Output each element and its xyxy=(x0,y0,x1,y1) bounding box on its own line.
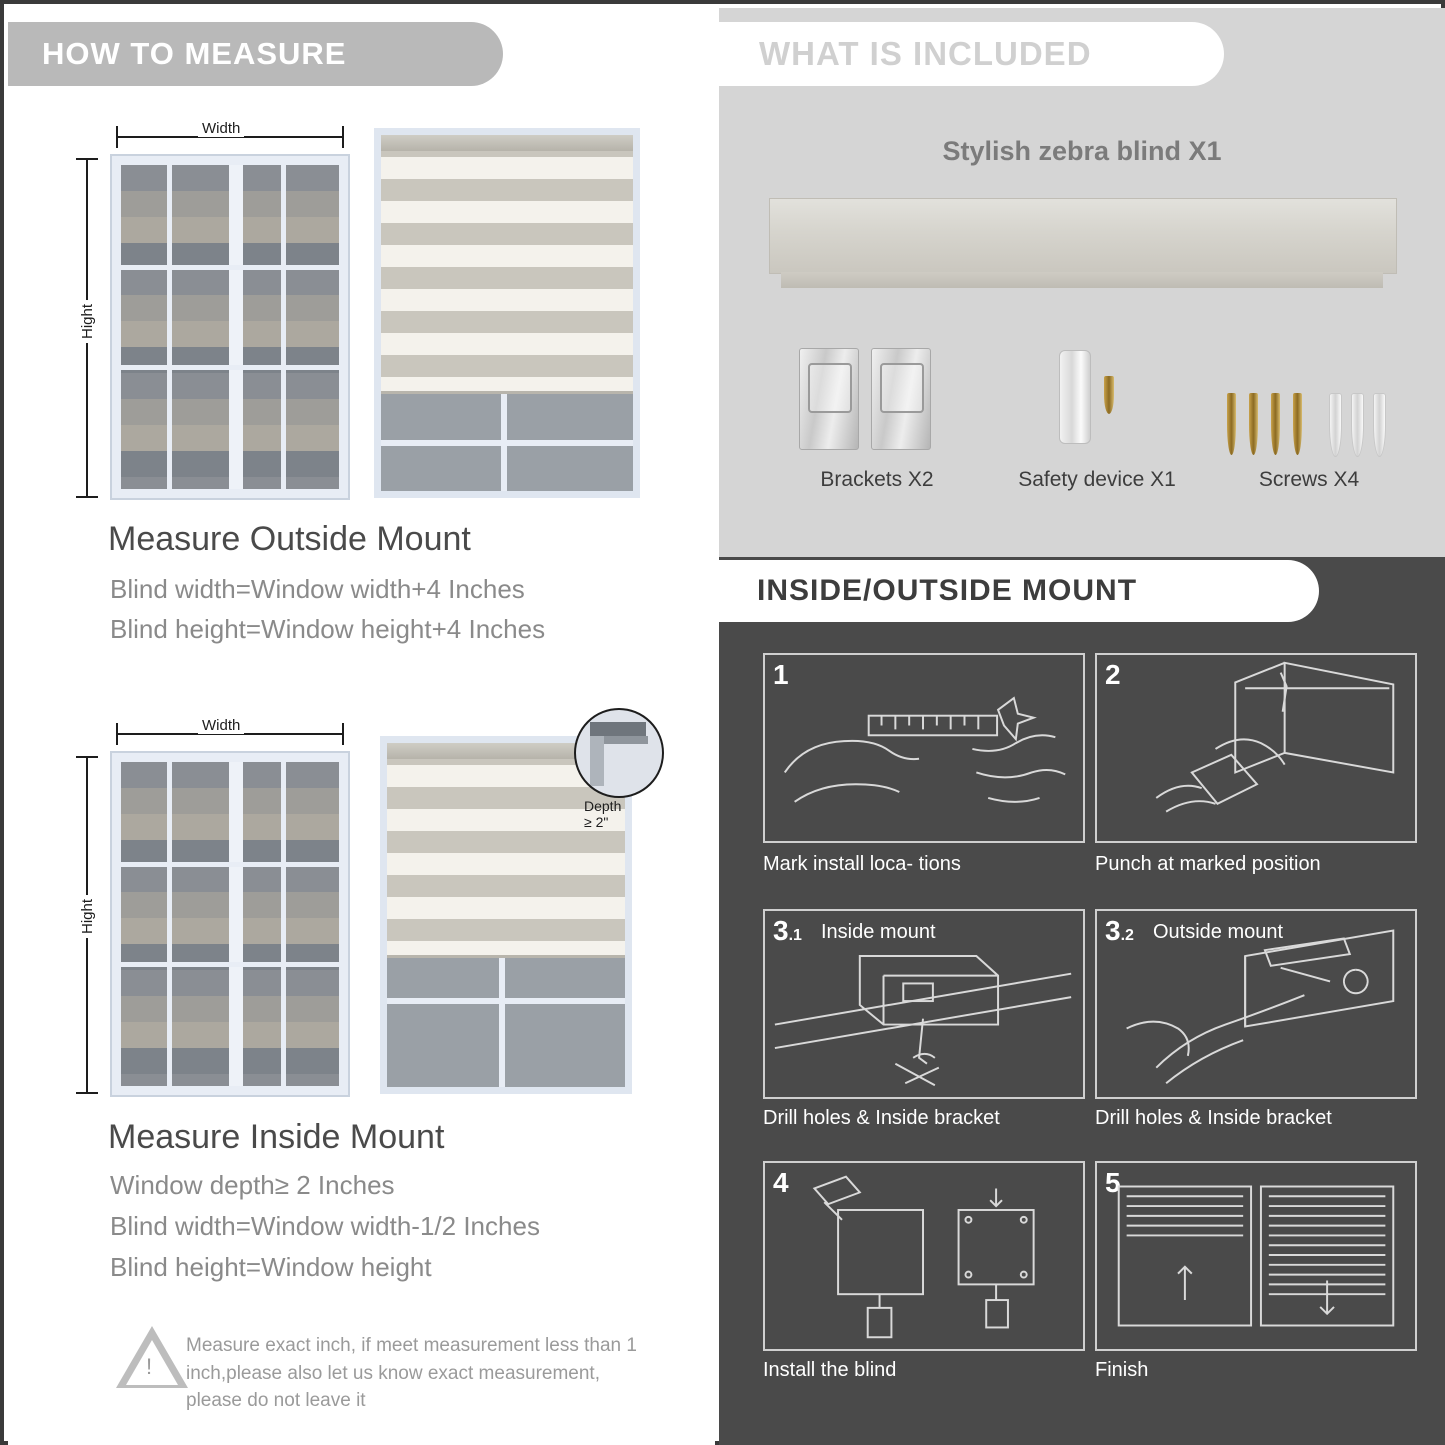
inside-width-label: Width xyxy=(198,717,244,734)
window-photo-outside xyxy=(112,156,348,498)
depth-zoom-circle xyxy=(574,708,664,798)
step-2-sketch xyxy=(1097,655,1415,841)
outside-height-label: Hight xyxy=(79,300,96,343)
step-3-2-sketch xyxy=(1097,911,1415,1097)
right-column xyxy=(719,8,1445,1445)
step-4-sketch xyxy=(765,1163,1083,1349)
window-photo-inside xyxy=(112,753,348,1095)
part-label-screws: Screws X4 xyxy=(1258,468,1360,491)
inside-outside-mount-panel xyxy=(719,557,1445,1445)
step-5-number: 5 xyxy=(1105,1167,1121,1198)
step-5-sketch xyxy=(1097,1163,1415,1349)
depth-note: Depth ≥ 2" xyxy=(584,798,622,830)
blind-window-inside xyxy=(387,958,625,1087)
outside-mount-title: Measure Outside Mount xyxy=(108,520,471,558)
step-3-1-subnumber: .1 xyxy=(788,927,802,944)
step-3-2-number: 3 xyxy=(1105,915,1121,946)
outside-width-label: Width xyxy=(198,120,244,137)
banner-what-is-included: WHAT IS INCLUDED xyxy=(719,22,1224,86)
step-5-caption: Finish xyxy=(1095,1359,1149,1381)
blind-outside-mount xyxy=(374,128,640,498)
bracket-icon-2 xyxy=(871,348,931,450)
screw-icon-3 xyxy=(1271,393,1280,455)
step-1-caption: Mark install loca- tions xyxy=(763,853,961,875)
step-3-1-caption: Drill holes & Inside bracket xyxy=(763,1107,1000,1129)
warning-text: Measure exact inch, if meet measurement less than 1 inch,please also let us know exact measurement, please do not leave it xyxy=(186,1335,637,1412)
screw-icon-4 xyxy=(1293,393,1302,455)
anchor-icon-2 xyxy=(1351,393,1364,457)
anchor-icon-1 xyxy=(1329,393,1342,457)
inside-mount-line-2: Blind width=Window width-1/2 Inches xyxy=(110,1211,540,1241)
outside-height-tick-bottom xyxy=(76,496,98,498)
included-main-item-label: Stylish zebra blind X1 xyxy=(942,136,1222,166)
safety-device-screw-icon xyxy=(1104,376,1114,414)
outside-width-tick-right xyxy=(342,126,344,148)
step-3-1-illustration xyxy=(763,909,1085,1099)
step-3-2-illustration xyxy=(1095,909,1417,1099)
part-label-safety: Safety device X1 xyxy=(1018,468,1176,491)
inside-width-tick-right xyxy=(342,723,344,745)
inside-height-tick-bottom xyxy=(76,1092,98,1094)
zebra-blind-product xyxy=(769,198,1397,274)
bracket-icon-1 xyxy=(799,348,859,450)
screw-icon-1 xyxy=(1227,393,1236,455)
window-grid-inside xyxy=(121,762,339,1086)
inside-height-label: Hight xyxy=(79,895,96,938)
step-3-1-sketch xyxy=(765,911,1083,1097)
banner-inside-outside-mount: INSIDE/OUTSIDE MOUNT xyxy=(719,560,1319,622)
outside-height-tick-top xyxy=(76,158,98,160)
step-1-illustration xyxy=(763,653,1085,843)
step-2-number: 2 xyxy=(1105,659,1121,690)
inside-mount-line-1: Window depth≥ 2 Inches xyxy=(110,1170,395,1200)
screw-icon-2 xyxy=(1249,393,1258,455)
step-4-illustration xyxy=(763,1161,1085,1351)
step-2-caption: Punch at marked position xyxy=(1095,853,1321,875)
zebra-blind-bottom-rail xyxy=(781,272,1383,288)
step-4-number: 4 xyxy=(773,1167,789,1198)
inside-mount-title: Measure Inside Mount xyxy=(108,1118,445,1156)
step-1-number: 1 xyxy=(773,659,789,690)
step-3-1-inline-label: Inside mount xyxy=(821,921,936,943)
step-3-2-subnumber: .2 xyxy=(1120,927,1134,944)
safety-device-icon xyxy=(1059,350,1091,444)
inside-height-tick-top xyxy=(76,756,98,758)
anchor-icon-3 xyxy=(1373,393,1386,457)
warning-block: ! Measure exact inch, if meet measurement less than 1 inch,please also let us know exact measurement, please do not leave it xyxy=(116,1326,636,1406)
step-5-illustration xyxy=(1095,1161,1417,1351)
step-3-2-caption: Drill holes & Inside bracket xyxy=(1095,1107,1332,1129)
window-grid-outside xyxy=(121,165,339,489)
step-3-1-number: 3 xyxy=(773,915,789,946)
what-is-included-panel xyxy=(719,8,1445,557)
inside-mount-line-3: Blind height=Window height xyxy=(110,1252,432,1282)
step-1-sketch xyxy=(765,655,1083,841)
banner-how-to-measure: HOW TO MEASURE xyxy=(8,22,503,86)
step-2-illustration xyxy=(1095,653,1417,843)
step-3-2-inline-label: Outside mount xyxy=(1153,921,1284,943)
outside-mount-line-1: Blind width=Window width+4 Inches xyxy=(110,574,525,604)
blind-window-outside xyxy=(381,394,633,491)
how-to-measure-panel xyxy=(8,8,715,1445)
step-4-caption: Install the blind xyxy=(763,1359,897,1381)
outside-mount-line-2: Blind height=Window height+4 Inches xyxy=(110,614,546,644)
outside-width-tick-left xyxy=(116,126,118,148)
part-label-brackets: Brackets X2 xyxy=(820,468,934,491)
inside-width-tick-left xyxy=(116,723,118,745)
